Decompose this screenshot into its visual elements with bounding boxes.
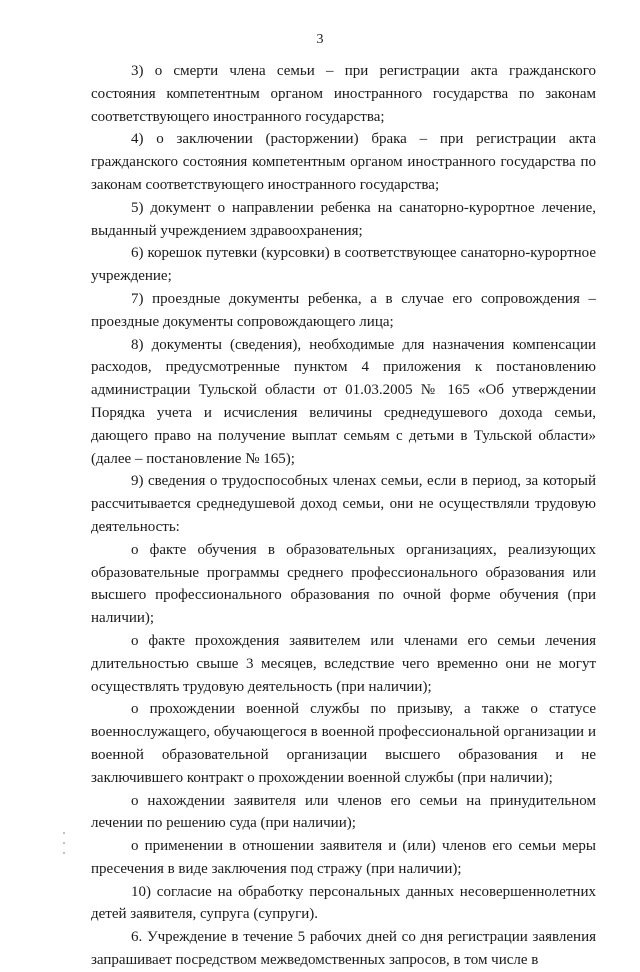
paragraph-sub-military: о прохождении военной службы по призыву, а также о статусе военнослужащего, обучающегося в военной профессиональной организации и военной образовательной организации высшего образования и не заключившего контракт о прохождении военной службы (при наличии);	[91, 701, 596, 786]
paragraph-item-7: 7) проездные документы ребенка, а в случае его сопровождения – проездные документы сопровождающего лица;	[91, 290, 596, 330]
margin-scan-marks	[62, 832, 68, 872]
paragraph-item-4: 4) о заключении (расторжении) брака – при регистрации акта гражданского состояния компетентным органом иностранного государства по законам соответствующего иностранного государства;	[91, 131, 596, 193]
paragraph-sub-court-treatment: о нахождении заявителя или членов его семьи на принудительном лечении по решению суда (при наличии);	[91, 792, 596, 832]
paragraph-item-5: 5) документ о направлении ребенка на санаторно-курортное лечение, выданный учреждением здравоохранения;	[91, 199, 596, 239]
paragraph-sub-custody: о применении в отношении заявителя и (или) членов его семьи меры пресечения в виде заключения под стражу (при наличии);	[91, 838, 596, 877]
paragraph-item-10: 10) согласие на обработку персональных данных несовершеннолетних детей заявителя, супруга (супруги).	[91, 883, 596, 923]
paragraph-sub-education: о факте обучения в образовательных организациях, реализующих образовательные программы среднего профессионального образования или высшего профессионального образования по очной форме обучения (при наличии);	[91, 541, 596, 627]
paragraph-item-8: 8) документы (сведения), необходимые для назначения компенсации расходов, предусмотренные пунктом 4 приложения к постановлению администрации Тульской области от 01.03.2005 № 165 «Об утверждении Порядка учета и исчисления величины среднедушевого дохода семьи, дающего право на получение выплат семьям с детьми в Тульской области» (далее – постановление № 165);	[91, 336, 596, 467]
paragraph-section-6: 6. Учреждение в течение 5 рабочих дней со дня регистрации заявления запрашивает посредством межведомственных запросов, в том числе в	[91, 929, 596, 969]
paragraph-item-3: 3) о смерти члена семьи – при регистрации акта гражданского состояния компетентным органом иностранного государства по законам соответствующего иностранного государства;	[91, 63, 596, 125]
paragraph-item-9: 9) сведения о трудоспособных членах семьи, если в период, за который рассчитывается среднедушевой доход семьи, они не осуществляли трудовую деятельность:	[91, 473, 596, 535]
paragraph-sub-treatment: о факте прохождения заявителем или членами его семьи лечения длительностью свыше 3 месяцев, вследствие чего временно они не могут осуществлять трудовую деятельность (при наличии);	[91, 632, 596, 695]
page-number: 3	[316, 32, 324, 47]
paragraph-item-6: 6) корешок путевки (курсовки) в соответствующее санаторно-курортное учреждение;	[91, 245, 596, 285]
document-body	[91, 60, 596, 972]
